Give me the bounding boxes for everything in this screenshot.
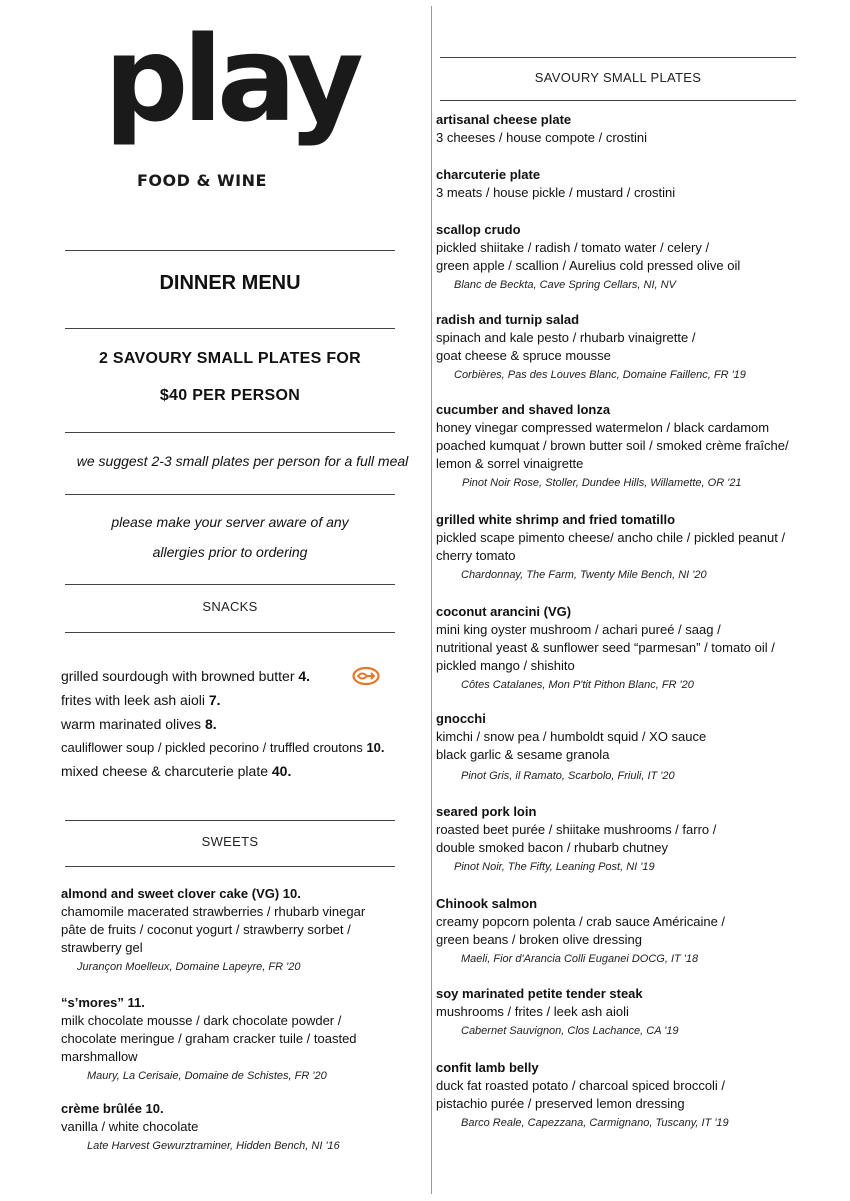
wine-pairing: Côtes Catalanes, Mon P'tit Pithon Blanc, FR '20 xyxy=(461,679,694,691)
rule xyxy=(65,866,395,867)
rule xyxy=(440,100,796,101)
suggestion-text: we suggest 2-3 small plates per person for a full meal xyxy=(76,453,409,469)
plate-name: coconut arancini (VG) xyxy=(436,604,572,619)
plate-desc: pickled shiitake / radish / tomato water / celery / xyxy=(436,240,710,255)
snack-price: 8. xyxy=(204,716,217,732)
logo-subtitle: FOOD & WINE xyxy=(137,171,267,190)
plate-name: scallop crudo xyxy=(436,222,521,237)
plate-name: cucumber and shaved lonza xyxy=(436,402,611,417)
plate-desc: poached kumquat / brown butter soil / smoked crème fraîche/ xyxy=(436,438,789,453)
wine-pairing: Chardonnay, The Farm, Twenty Mile Bench, NI '20 xyxy=(461,569,707,581)
snack-name: grilled sourdough with browned butter xyxy=(61,668,295,684)
snack-item xyxy=(61,668,310,684)
snack-name: frites with leek ash aioli xyxy=(61,692,205,708)
dessert-desc: pâte de fruits / coconut yogurt / strawberry sorbet / xyxy=(61,922,351,937)
dessert-desc: strawberry gel xyxy=(61,940,143,955)
plate-item xyxy=(436,401,816,492)
plate-item xyxy=(436,985,816,1040)
rule xyxy=(65,250,395,251)
plate-desc: duck fat roasted potato / charcoal spiced broccoli / xyxy=(436,1078,726,1093)
wine-pairing: Blanc de Beckta, Cave Spring Cellars, NI, NV xyxy=(454,279,676,291)
menu-title: DINNER MENU xyxy=(159,272,301,294)
rule xyxy=(440,57,796,58)
plate-item xyxy=(436,511,816,584)
plate-name: seared pork loin xyxy=(436,804,537,819)
snack-name: cauliflower soup / pickled pecorino / truffled croutons xyxy=(61,740,363,755)
plate-desc: green apple / scallion / Aurelius cold pressed olive oil xyxy=(436,258,741,273)
dessert-item xyxy=(61,885,441,976)
wine-pairing: Cabernet Sauvignon, Clos Lachance, CA '19 xyxy=(461,1025,679,1037)
plate-desc: mushrooms / frites / leek ash aioli xyxy=(436,1004,629,1019)
offer-line-1: 2 SAVOURY SMALL PLATES FOR xyxy=(98,350,362,367)
dessert-name: almond and sweet clover cake (VG) 10. xyxy=(61,886,301,901)
plate-desc: green beans / broken olive dressing xyxy=(436,932,642,947)
wine-pairing: Maeli, Fior d'Arancia Colli Euganei DOCG, IT '18 xyxy=(461,953,699,965)
dessert-desc: chamomile macerated strawberries / rhubarb vinegar xyxy=(61,904,366,919)
plate-desc: 3 cheeses / house compote / crostini xyxy=(436,130,648,145)
dessert-desc: marshmallow xyxy=(61,1049,138,1064)
ocean-wise-fish-icon xyxy=(352,666,380,686)
rule xyxy=(65,820,395,821)
wine-pairing: Jurançon Moelleux, Domaine Lapeyre, FR '20 xyxy=(77,961,301,973)
rule xyxy=(65,494,395,495)
plate-desc: spinach and kale pesto / rhubarb vinaigrette / xyxy=(436,330,696,345)
wine-pairing: Maury, La Cerisaie, Domaine de Schistes, FR '20 xyxy=(87,1070,327,1082)
snacks-title: SNACKS xyxy=(202,599,258,614)
snack-item xyxy=(61,740,385,755)
plate-desc: lemon & sorrel vinaigrette xyxy=(436,456,584,471)
plate-name: confit lamb belly xyxy=(436,1060,539,1075)
plate-desc: goat cheese & spruce mousse xyxy=(436,348,611,363)
plate-name: Chinook salmon xyxy=(436,896,538,911)
plate-desc: kimchi / snow pea / humboldt squid / XO sauce xyxy=(436,729,707,744)
snack-name: mixed cheese & charcuterie plate xyxy=(61,763,268,779)
plate-desc: 3 meats / house pickle / mustard / crostini xyxy=(436,185,676,200)
plate-desc: pickled mango / shishito xyxy=(436,658,575,673)
snack-price: 40. xyxy=(271,763,292,779)
plate-item xyxy=(436,111,816,147)
plate-name: radish and turnip salad xyxy=(436,312,580,327)
dessert-desc: vanilla / white chocolate xyxy=(61,1119,199,1134)
plate-name: grilled white shrimp and fried tomatillo xyxy=(436,512,676,527)
rule xyxy=(65,584,395,585)
wine-pairing: Pinot Noir Rose, Stoller, Dundee Hills, Willamette, OR '21 xyxy=(462,477,742,489)
plate-item xyxy=(436,166,816,202)
snack-item xyxy=(61,716,217,732)
plate-desc: honey vinegar compressed watermelon / black cardamom xyxy=(436,420,770,435)
rule xyxy=(65,632,395,633)
plate-desc: pistachio purée / preserved lemon dressing xyxy=(436,1096,685,1111)
wine-pairing: Pinot Noir, The Fifty, Leaning Post, NI '19 xyxy=(454,861,655,873)
dessert-item xyxy=(61,994,441,1085)
plate-item xyxy=(436,803,816,876)
plate-desc: cherry tomato xyxy=(436,548,516,563)
rule xyxy=(65,328,395,329)
plate-item xyxy=(436,311,816,384)
snack-price: 4. xyxy=(298,668,311,684)
dessert-item xyxy=(61,1100,441,1155)
wine-pairing: Pinot Gris, il Ramato, Scarbolo, Friuli, IT '20 xyxy=(461,770,675,782)
allergy-line-2: allergies prior to ordering xyxy=(152,544,308,560)
wine-pairing: Barco Reale, Capezzana, Carmignano, Tuscany, IT '19 xyxy=(461,1117,729,1129)
logo-wordmark: play xyxy=(104,10,358,148)
plate-desc: black garlic & sesame granola xyxy=(436,747,610,762)
wine-pairing: Late Harvest Gewurztraminer, Hidden Bench, NI '16 xyxy=(87,1140,340,1152)
plate-desc: pickled scape pimento cheese/ ancho chile / pickled peanut / xyxy=(436,530,786,545)
snack-name: warm marinated olives xyxy=(61,716,202,732)
plate-name: soy marinated petite tender steak xyxy=(436,986,643,1001)
plate-desc: creamy popcorn polenta / crab sauce Américaine / xyxy=(436,914,726,929)
dessert-name: crème brûlée 10. xyxy=(61,1101,164,1116)
plate-item xyxy=(436,710,816,785)
plate-name: gnocchi xyxy=(436,711,486,726)
savoury-title: SAVOURY SMALL PLATES xyxy=(534,70,702,85)
plate-name: artisanal cheese plate xyxy=(436,112,572,127)
sweets-title: SWEETS xyxy=(201,834,259,849)
dessert-name: “s’mores” 11. xyxy=(61,995,145,1010)
snack-price: 7. xyxy=(208,692,221,708)
plate-item xyxy=(436,603,816,694)
plate-desc: mini king oyster mushroom / achari pureé / saag / xyxy=(436,622,721,637)
wine-pairing: Corbières, Pas des Louves Blanc, Domaine Faillenc, FR '19 xyxy=(454,369,746,381)
plate-desc: nutritional yeast & sunflower seed “parmesan” / tomato oil / xyxy=(436,640,775,655)
dessert-desc: milk chocolate mousse / dark chocolate powder / xyxy=(61,1013,342,1028)
plate-item xyxy=(436,1059,816,1132)
dessert-desc: chocolate meringue / graham cracker tuile / toasted xyxy=(61,1031,357,1046)
snack-price: 10. xyxy=(366,740,385,755)
plate-desc: roasted beet purée / shiitake mushrooms / farro / xyxy=(436,822,717,837)
snack-item xyxy=(61,763,291,779)
plate-item xyxy=(436,895,816,968)
plate-desc: double smoked bacon / rhubarb chutney xyxy=(436,840,668,855)
offer-line-2: $40 PER PERSON xyxy=(159,387,301,404)
rule xyxy=(65,432,395,433)
plate-item xyxy=(436,221,816,294)
snack-item xyxy=(61,692,221,708)
allergy-line-1: please make your server aware of any xyxy=(111,514,349,530)
plate-name: charcuterie plate xyxy=(436,167,541,182)
